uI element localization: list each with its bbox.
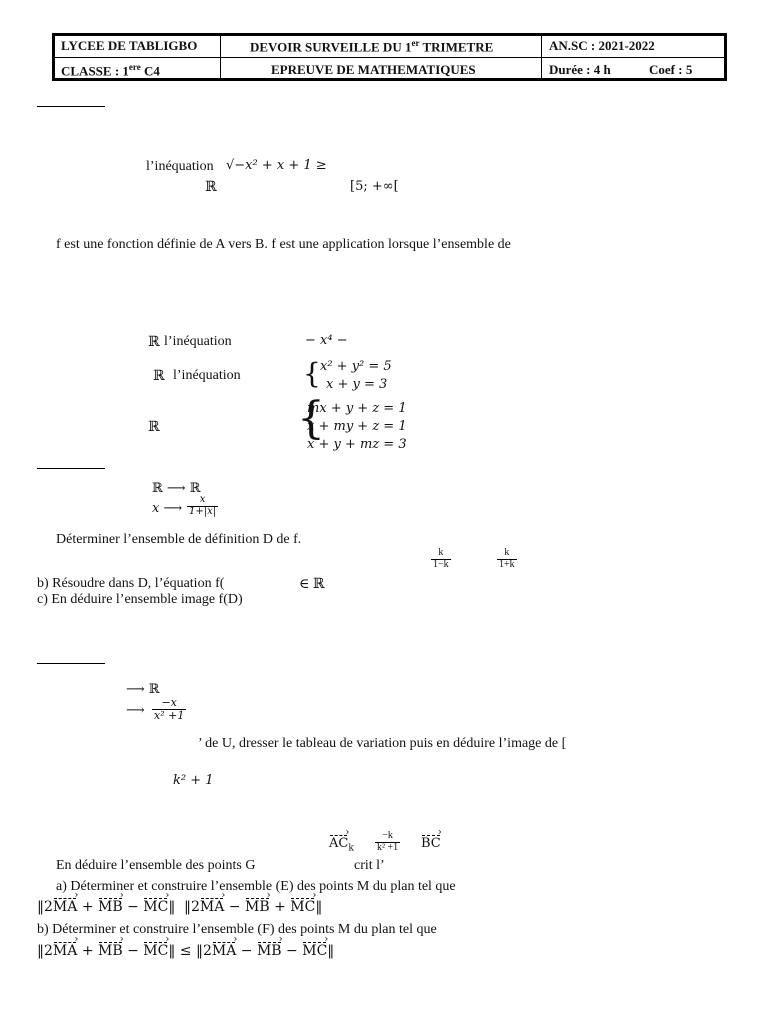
subject-title: EPREUVE DE MATHEMATIQUES: [271, 62, 476, 77]
variation-question: ’ de U, dresser le tableau de variation puis en déduire l’image de [: [198, 736, 567, 751]
system-equation: x + y = 3: [326, 377, 388, 392]
system-equation: x + my + z = 1: [307, 419, 407, 434]
fraction-numerator: k: [497, 548, 517, 560]
ineq-expression: √−x² + x + 1 ≥: [226, 158, 327, 173]
question-b: b) Résoudre dans D, l’équation f(: [37, 576, 225, 591]
school-name: LYCEE DE TABLIGBO: [61, 38, 198, 53]
fraction-denominator: 1+k: [499, 558, 515, 570]
exam-title: DEVOIR SURVEILLE DU 1er TRIMETRE: [250, 38, 494, 55]
interval: [5; +∞[: [350, 179, 399, 194]
header-table: [52, 33, 727, 81]
question-b: b) Déterminer et construire l’ensemble (F) des points M du plan tel que: [37, 922, 437, 937]
set-r: ℝ: [205, 180, 217, 195]
fraction: [375, 831, 400, 853]
system-brace: {: [297, 393, 325, 444]
fraction-denominator: x² +1: [154, 708, 185, 722]
fraction-numerator: x: [187, 495, 218, 507]
map-variable: ⟶: [126, 703, 145, 718]
fraction-denominator: 1−k: [433, 558, 449, 570]
question-b-tail: ∈ ℝ: [299, 577, 325, 592]
section-rule: [37, 663, 105, 664]
ineq-label: l’inéquation: [146, 159, 214, 174]
ineq-expression: − x⁴ −: [305, 333, 348, 348]
system-equation: x + y + mz = 3: [307, 437, 407, 452]
map-fraction: [152, 697, 186, 721]
k-expression: k² + 1: [173, 773, 214, 788]
question-c: c) En déduire l’ensemble image f(D): [37, 592, 243, 607]
fraction-numerator: k: [431, 548, 451, 560]
deduce-tail: crit l’: [354, 858, 385, 873]
fraction-denominator: 1+|x|: [189, 505, 217, 517]
norm-inequality: ‖2MA › + MB › − MC ›‖ ≤ ‖2MA › − MB › − MC ›‖: [37, 943, 334, 959]
vector-bc: BC ›: [421, 836, 441, 851]
system-equation: x² + y² = 5: [320, 359, 392, 374]
question-a: a) Déterminer et construire l’ensemble (E) des points M du plan tel que: [56, 879, 456, 894]
question-a: Déterminer l’ensemble de définition D de f.: [56, 532, 302, 547]
map-fraction: [187, 495, 218, 517]
norm-expression: ‖2MA › + MB › − MC ›‖: [37, 899, 175, 915]
duration: Durée : 4 h: [549, 62, 611, 77]
set-r: ℝ: [148, 335, 160, 350]
set-r: ℝ: [153, 369, 165, 384]
ineq-label: l’inéquation: [173, 368, 241, 383]
fraction-numerator: −k: [375, 831, 400, 843]
section-rule: [37, 106, 105, 107]
fraction-denominator: k² +1: [377, 841, 399, 853]
header-divider: [55, 57, 724, 58]
set-r: ℝ: [148, 420, 160, 435]
system-equation: mx + y + z = 1: [307, 401, 407, 416]
school-year: AN.SC : 2021-2022: [549, 38, 655, 53]
coefficient: Coef : 5: [649, 62, 693, 77]
map-variable: x ⟶: [152, 501, 183, 516]
map-domain: ⟶ ℝ: [126, 682, 160, 697]
class-label: CLASSE : 1ere C4: [61, 62, 160, 79]
application-text: f est une fonction définie de A vers B. f est une application lorsque l’ensemble de: [56, 237, 511, 252]
map-domain: ℝ ⟶ ℝ: [152, 481, 201, 496]
vector-ac: AC $›_k$: [329, 836, 354, 854]
system-brace: {: [303, 357, 321, 390]
fraction: [497, 548, 517, 570]
section-rule: [37, 468, 105, 469]
norm-expression: ‖2MA › − MB › + MC ›‖: [184, 899, 322, 915]
fraction-numerator: −x: [152, 697, 186, 710]
ineq-label: l’inéquation: [164, 334, 232, 349]
fraction: [431, 548, 451, 570]
deduce-text: En déduire l’ensemble des points G: [56, 858, 256, 873]
